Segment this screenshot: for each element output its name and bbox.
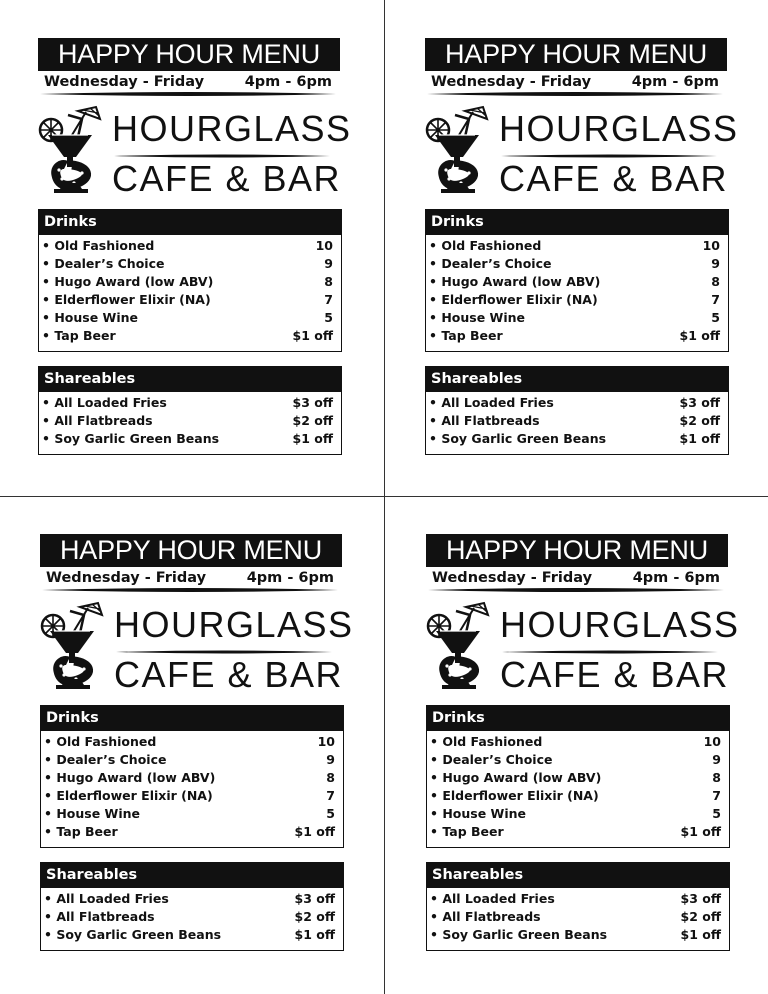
- divider-swoosh: [38, 91, 338, 97]
- item-price: $3 off: [680, 891, 721, 906]
- menu-title: HAPPY HOUR MENU: [38, 38, 340, 71]
- hourglass-cocktail-icon: [40, 601, 106, 693]
- item-name: • Elderflower Elixir (NA): [430, 788, 599, 803]
- item-price: 9: [324, 256, 333, 271]
- item-name: • Tap Beer: [44, 824, 118, 839]
- hours-label: 4pm - 6pm: [631, 74, 719, 90]
- item-name: • Dealer’s Choice: [42, 256, 165, 271]
- drink-item: [427, 769, 729, 787]
- vertical-cut-line: [384, 0, 385, 994]
- brand-logo: [425, 101, 739, 201]
- drinks-heading: Drinks: [426, 209, 728, 235]
- days-label: Wednesday - Friday: [44, 74, 205, 90]
- days-label: Wednesday - Friday: [431, 74, 592, 90]
- item-price: 5: [712, 806, 721, 821]
- item-name: • Hugo Award (low ABV): [430, 770, 602, 785]
- drinks-heading: Drinks: [427, 705, 729, 731]
- item-name: • House Wine: [430, 806, 527, 821]
- drinks-heading: Drinks: [39, 209, 341, 235]
- brand-logo: [38, 101, 352, 201]
- shareables-heading: Shareables: [426, 366, 728, 392]
- brand-name-line2: CAFE & BAR: [112, 158, 342, 199]
- shareable-item: [41, 908, 343, 926]
- item-name: • Old Fashioned: [429, 238, 542, 253]
- drinks-section: [40, 705, 344, 848]
- shareables-heading: Shareables: [41, 862, 343, 888]
- item-price: 10: [317, 734, 335, 749]
- brand-name-line2: CAFE & BAR: [114, 654, 344, 695]
- item-price: 8: [326, 770, 335, 785]
- item-name: • Dealer’s Choice: [429, 256, 552, 271]
- item-price: 8: [324, 274, 333, 289]
- item-name: • All Loaded Fries: [430, 891, 555, 906]
- item-price: 7: [711, 292, 720, 307]
- item-name: • House Wine: [44, 806, 141, 821]
- item-price: $1 off: [679, 431, 720, 446]
- divider-swoosh: [425, 91, 725, 97]
- drink-item: [427, 805, 729, 823]
- item-name: • Dealer’s Choice: [44, 752, 167, 767]
- shareable-item: [39, 412, 341, 430]
- schedule-row: [425, 71, 727, 90]
- schedule-row: [40, 567, 342, 586]
- item-name: • Hugo Award (low ABV): [42, 274, 214, 289]
- shareable-item: [427, 890, 729, 908]
- hours-label: 4pm - 6pm: [632, 570, 720, 586]
- item-name: • Tap Beer: [430, 824, 504, 839]
- item-price: $2 off: [679, 413, 720, 428]
- brand-name-line1: HOURGLASS: [499, 108, 739, 149]
- brand-name-line1: HOURGLASS: [500, 604, 740, 645]
- item-price: 10: [702, 238, 720, 253]
- menu-title: HAPPY HOUR MENU: [425, 38, 727, 71]
- drink-item: [41, 823, 343, 841]
- drink-item: [41, 751, 343, 769]
- drinks-section: [38, 209, 342, 352]
- item-name: • Dealer’s Choice: [430, 752, 553, 767]
- menu-card-1: [38, 38, 352, 455]
- item-price: 7: [712, 788, 721, 803]
- shareables-section: [38, 366, 342, 455]
- days-label: Wednesday - Friday: [46, 570, 207, 586]
- shareable-item: [39, 394, 341, 412]
- schedule-row: [38, 71, 340, 90]
- hours-label: 4pm - 6pm: [244, 74, 332, 90]
- menu-title: HAPPY HOUR MENU: [40, 534, 342, 567]
- item-price: 10: [703, 734, 721, 749]
- drink-item: [427, 733, 729, 751]
- item-price: $2 off: [294, 909, 335, 924]
- item-name: • Elderflower Elixir (NA): [42, 292, 211, 307]
- drinks-section: [425, 209, 729, 352]
- item-price: 5: [711, 310, 720, 325]
- drink-item: [41, 787, 343, 805]
- item-price: 7: [324, 292, 333, 307]
- drink-item: [39, 255, 341, 273]
- shareable-item: [427, 926, 729, 944]
- item-name: • Hugo Award (low ABV): [429, 274, 601, 289]
- item-price: $1 off: [292, 328, 333, 343]
- drink-item: [41, 805, 343, 823]
- item-price: 5: [326, 806, 335, 821]
- shareable-item: [426, 430, 728, 448]
- brand-name-line1: HOURGLASS: [112, 108, 352, 149]
- days-label: Wednesday - Friday: [432, 570, 593, 586]
- item-name: • Soy Garlic Green Beans: [429, 431, 607, 446]
- item-name: • All Flatbreads: [429, 413, 540, 428]
- drink-item: [426, 255, 728, 273]
- item-price: $1 off: [680, 824, 721, 839]
- item-name: • Soy Garlic Green Beans: [44, 927, 222, 942]
- item-name: • Soy Garlic Green Beans: [42, 431, 220, 446]
- drink-item: [39, 291, 341, 309]
- menu-card-4: [426, 534, 740, 951]
- drink-item: [426, 273, 728, 291]
- item-name: • Tap Beer: [42, 328, 116, 343]
- item-price: $1 off: [292, 431, 333, 446]
- item-price: 9: [326, 752, 335, 767]
- item-price: $3 off: [679, 395, 720, 410]
- item-name: • All Loaded Fries: [429, 395, 554, 410]
- item-price: $3 off: [292, 395, 333, 410]
- brand-name-line2: CAFE & BAR: [499, 158, 729, 199]
- drink-item: [39, 327, 341, 345]
- drink-item: [427, 823, 729, 841]
- drinks-section: [426, 705, 730, 848]
- divider-swoosh: [426, 587, 726, 593]
- brand-name-line2: CAFE & BAR: [500, 654, 730, 695]
- drink-item: [426, 309, 728, 327]
- menu-title: HAPPY HOUR MENU: [426, 534, 728, 567]
- drink-item: [427, 787, 729, 805]
- divider-swoosh: [40, 587, 340, 593]
- item-name: • House Wine: [429, 310, 526, 325]
- brand-logo: [426, 597, 740, 697]
- item-name: • All Flatbreads: [42, 413, 153, 428]
- shareable-item: [427, 908, 729, 926]
- item-name: • Old Fashioned: [44, 734, 157, 749]
- drink-item: [427, 751, 729, 769]
- drink-item: [41, 769, 343, 787]
- item-name: • Soy Garlic Green Beans: [430, 927, 608, 942]
- hours-label: 4pm - 6pm: [246, 570, 334, 586]
- item-price: $1 off: [679, 328, 720, 343]
- item-price: 10: [315, 238, 333, 253]
- item-price: 7: [326, 788, 335, 803]
- drink-item: [39, 273, 341, 291]
- item-price: 8: [711, 274, 720, 289]
- drink-item: [41, 733, 343, 751]
- shareables-section: [425, 366, 729, 455]
- drink-item: [426, 291, 728, 309]
- item-price: 8: [712, 770, 721, 785]
- item-name: • Hugo Award (low ABV): [44, 770, 216, 785]
- item-price: 9: [711, 256, 720, 271]
- item-price: $1 off: [680, 927, 721, 942]
- shareable-item: [41, 890, 343, 908]
- drinks-heading: Drinks: [41, 705, 343, 731]
- hourglass-cocktail-icon: [38, 105, 104, 197]
- item-name: • House Wine: [42, 310, 139, 325]
- item-name: • Old Fashioned: [430, 734, 543, 749]
- drink-item: [426, 327, 728, 345]
- shareables-heading: Shareables: [427, 862, 729, 888]
- shareable-item: [39, 430, 341, 448]
- item-name: • All Loaded Fries: [44, 891, 169, 906]
- hourglass-cocktail-icon: [425, 105, 491, 197]
- item-name: • Elderflower Elixir (NA): [429, 292, 598, 307]
- hourglass-cocktail-icon: [426, 601, 492, 693]
- item-name: • All Flatbreads: [430, 909, 541, 924]
- item-name: • Tap Beer: [429, 328, 503, 343]
- menu-card-3: [40, 534, 354, 951]
- shareable-item: [426, 394, 728, 412]
- item-name: • All Loaded Fries: [42, 395, 167, 410]
- shareable-item: [41, 926, 343, 944]
- item-price: 9: [712, 752, 721, 767]
- drink-item: [39, 237, 341, 255]
- item-price: $1 off: [294, 927, 335, 942]
- schedule-row: [426, 567, 728, 586]
- shareables-section: [40, 862, 344, 951]
- brand-logo: [40, 597, 354, 697]
- item-price: 5: [324, 310, 333, 325]
- shareables-heading: Shareables: [39, 366, 341, 392]
- item-name: • Old Fashioned: [42, 238, 155, 253]
- item-price: $3 off: [294, 891, 335, 906]
- drink-item: [426, 237, 728, 255]
- menu-card-2: [425, 38, 739, 455]
- item-price: $2 off: [680, 909, 721, 924]
- horizontal-cut-line: [0, 496, 768, 497]
- drink-item: [39, 309, 341, 327]
- item-price: $2 off: [292, 413, 333, 428]
- item-name: • Elderflower Elixir (NA): [44, 788, 213, 803]
- item-price: $1 off: [294, 824, 335, 839]
- brand-name-line1: HOURGLASS: [114, 604, 354, 645]
- item-name: • All Flatbreads: [44, 909, 155, 924]
- shareables-section: [426, 862, 730, 951]
- shareable-item: [426, 412, 728, 430]
